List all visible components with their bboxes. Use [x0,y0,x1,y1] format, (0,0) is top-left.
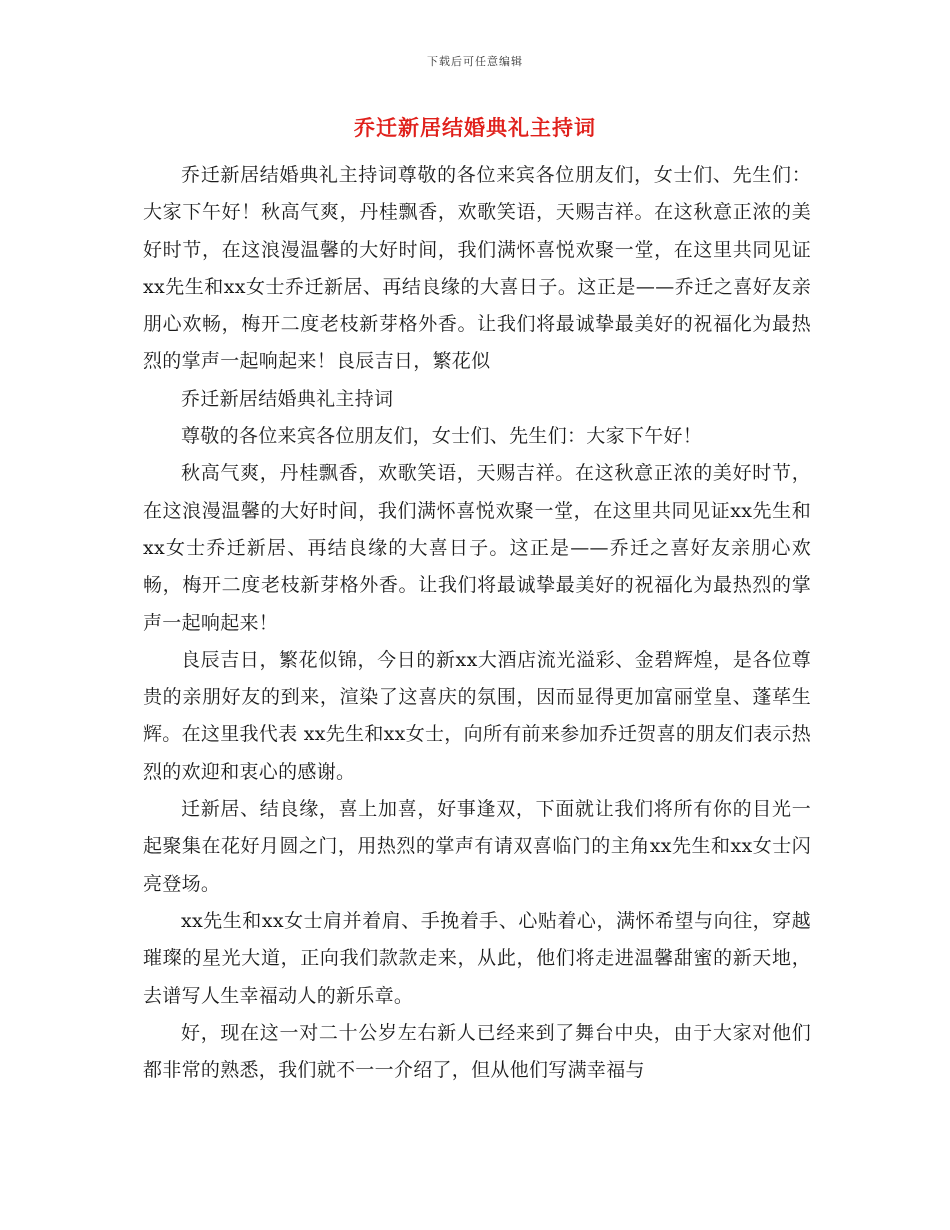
paragraph: 好，现在这一对二十公岁左右新人已经来到了舞台中央，由于大家对他们都非常的熟悉，我们就不一一介绍了，但从他们写满幸福与 [143,1021,811,1082]
paragraph: xx先生和xx女士肩并着肩、手挽着手、心贴着心，满怀希望与向往，穿越璀璨的星光大道，正向我们款款走来，从此，他们将走进温馨甜蜜的新天地，去谱写人生幸福动人的新乐章。 [143,909,811,1007]
document-title: 乔迁新居结婚典礼主持词 [354,115,596,140]
paragraph: 尊敬的各位来宾各位朋友们，女士们、先生们：大家下午好！ [181,425,703,448]
paragraph: 迁新居、结良缘，喜上加喜，好事逢双，下面就让我们将所有你的目光一起聚集在花好月圆之门，用热烈的掌声有请双喜临门的主角xx先生和xx女士闪亮登场。 [143,798,811,895]
paragraph: 乔迁新居结婚典礼主持词尊敬的各位来宾各位朋友们，女士们、先生们：大家下午好！秋高气爽，丹桂飘香，欢歌笑语，天赐吉祥。在这秋意正浓的美好时节，在这浪漫温馨的大好时间，我们满怀喜悦欢聚一堂，在这里共同见证xx先生和xx女士乔迁新居、再结良缘的大喜日子。这正是——乔迁之喜好友亲朋心欢畅，梅开二度老枝新芽格外香。让我们将最诚挚最美好的祝福化为最热烈的掌声一起响起来！良辰吉日，繁花似 [143,164,811,373]
paragraph: 良辰吉日，繁花似锦，今日的新xx大酒店流光溢彩、金碧辉煌，是各位尊贵的亲朋好友的到来，渲染了这喜庆的氛围，因而显得更加富丽堂皇、蓬荜生辉。在这里我代表 xx先生和xx女士，向所有前来参加乔迁贺喜的朋友们表示热烈的欢迎和衷心的感谢。 [143,648,812,783]
paragraph: 秋高气爽，丹桂飘香，欢歌笑语，天赐吉祥。在这秋意正浓的美好时节，在这浪漫温馨的大好时间，我们满怀喜悦欢聚一堂，在这里共同见证xx先生和xx女士乔迁新居、再结良缘的大喜日子。这正是——乔迁之喜好友亲朋心欢畅，梅开二度老枝新芽格外香。让我们将最诚挚最美好的祝福化为最热烈的掌声一起响起来！ [143,462,811,634]
paragraph: 乔迁新居结婚典礼主持词 [181,387,394,410]
document-body [143,157,811,1089]
header-note: 下载后可任意编辑 [427,55,523,68]
